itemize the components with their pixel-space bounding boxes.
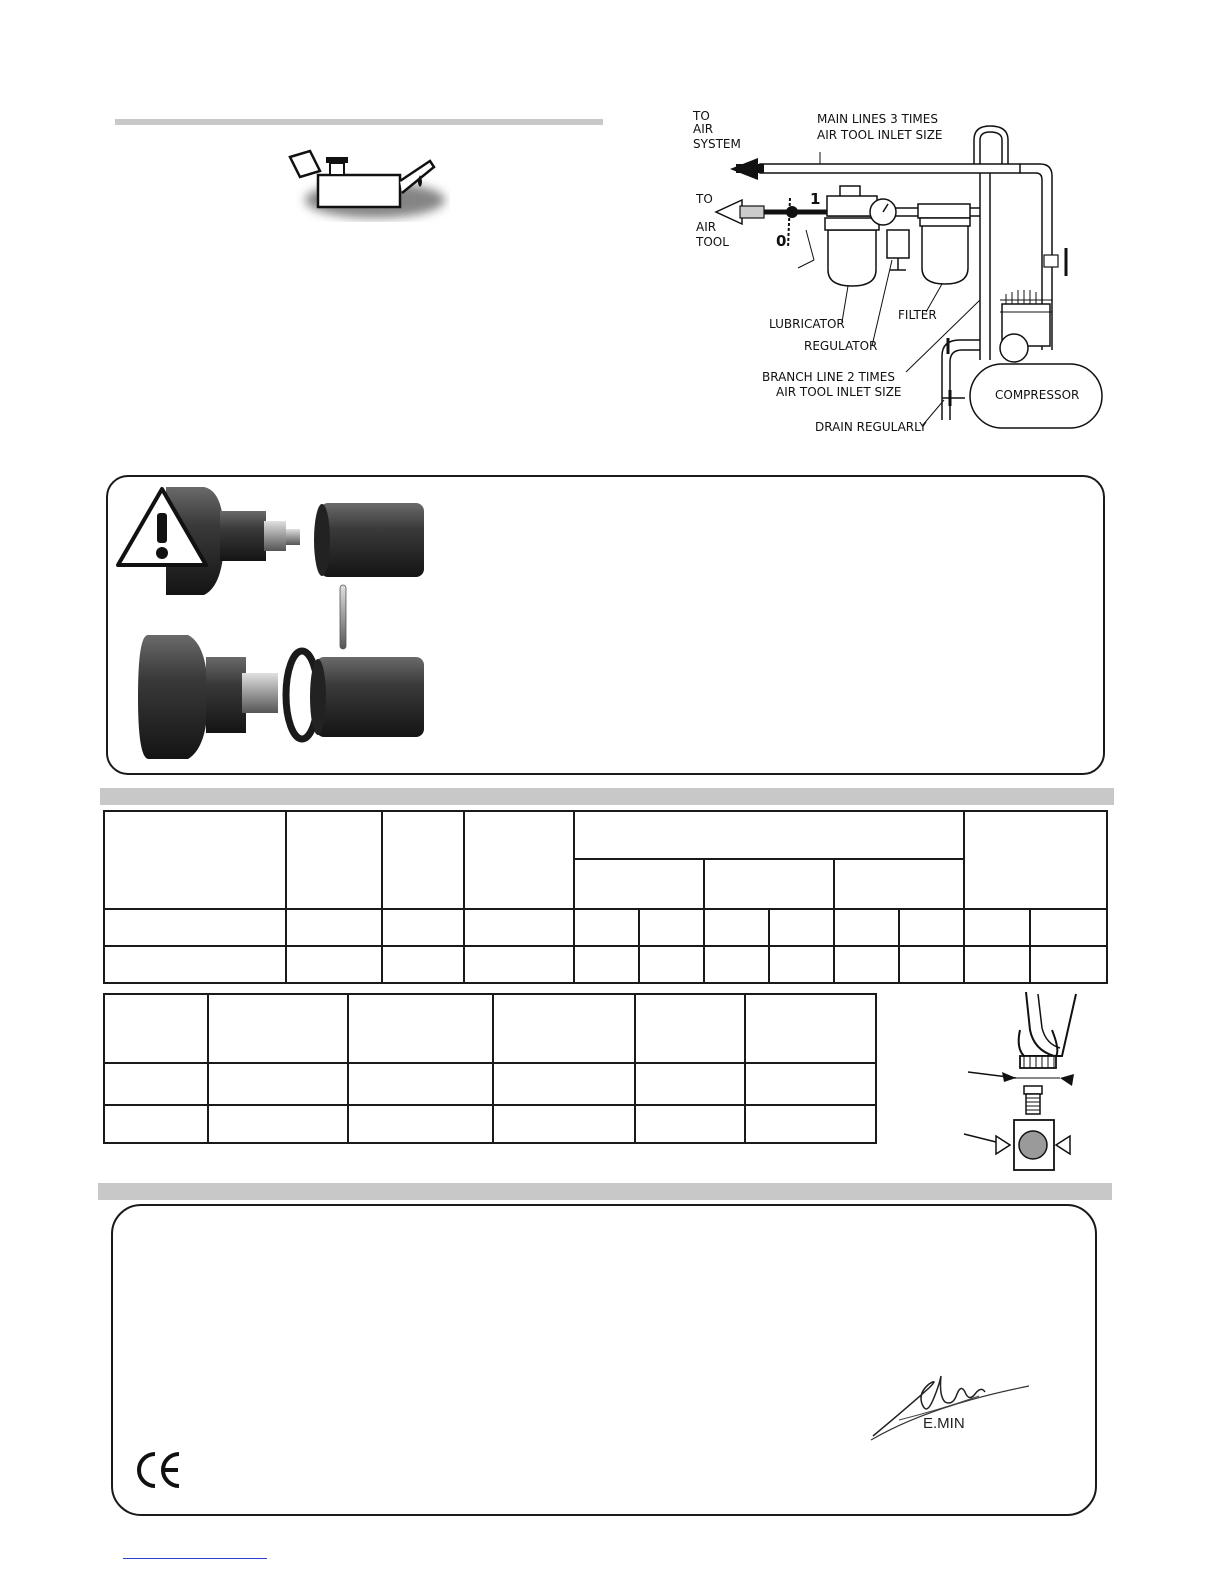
label-to-air-system-2: AIR — [693, 122, 714, 136]
table-header-cell — [574, 859, 704, 909]
signatory-name: E.MIN — [923, 1415, 965, 1432]
table-header-cell — [382, 811, 464, 909]
table-header-cell — [834, 859, 964, 909]
label-filter: FILTER — [898, 308, 937, 322]
label-to-air-tool-2: AIR — [696, 220, 717, 234]
warning-triangle-icon — [114, 485, 210, 571]
label-to-air-system-3: SYSTEM — [693, 137, 741, 151]
label-valve-off: 0 — [776, 232, 787, 250]
table-header-cell — [574, 811, 964, 859]
label-compressor: COMPRESSOR — [995, 388, 1080, 402]
label-branch-line-1: BRANCH LINE 2 TIMES — [762, 370, 895, 384]
label-to-air-tool-1: TO — [696, 192, 713, 206]
section-rule-declaration — [98, 1183, 1112, 1200]
hose-fitting-illustration — [960, 990, 1090, 1175]
oil-can-icon — [280, 145, 450, 225]
signature-image — [869, 1366, 1039, 1446]
warning-box — [106, 475, 1105, 775]
section-rule-specifications — [100, 788, 1114, 805]
spec-table-main — [103, 810, 1108, 984]
section-rule-lubrication — [115, 119, 603, 125]
table-row — [104, 1063, 876, 1105]
table-header-cell — [286, 811, 382, 909]
label-branch-line-2: AIR TOOL INLET SIZE — [776, 385, 902, 399]
table-header-cell — [704, 859, 834, 909]
table-row — [104, 1105, 876, 1143]
table-row — [104, 946, 1107, 983]
label-valve-on: 1 — [810, 190, 821, 208]
label-regulator: REGULATOR — [804, 339, 878, 353]
table-header-cell — [464, 811, 574, 909]
label-to-air-tool-3: TOOL — [696, 235, 729, 249]
label-to-air-system-1: TO — [693, 109, 710, 123]
table-header-cell — [104, 811, 286, 909]
label-lubricator: LUBRICATOR — [769, 317, 845, 331]
table-header-row — [104, 994, 876, 1063]
footer-link-underline[interactable] — [123, 1558, 267, 1559]
ce-mark-icon — [135, 1450, 185, 1490]
spec-table-secondary — [103, 993, 877, 1144]
air-system-diagram — [680, 100, 1120, 445]
label-main-lines-1: MAIN LINES 3 TIMES — [817, 112, 938, 126]
table-row — [104, 909, 1107, 946]
table-header-cell — [964, 811, 1107, 909]
declaration-box — [111, 1204, 1097, 1516]
label-drain: DRAIN REGULARLY — [815, 420, 927, 434]
label-main-lines-2: AIR TOOL INLET SIZE — [817, 128, 943, 142]
